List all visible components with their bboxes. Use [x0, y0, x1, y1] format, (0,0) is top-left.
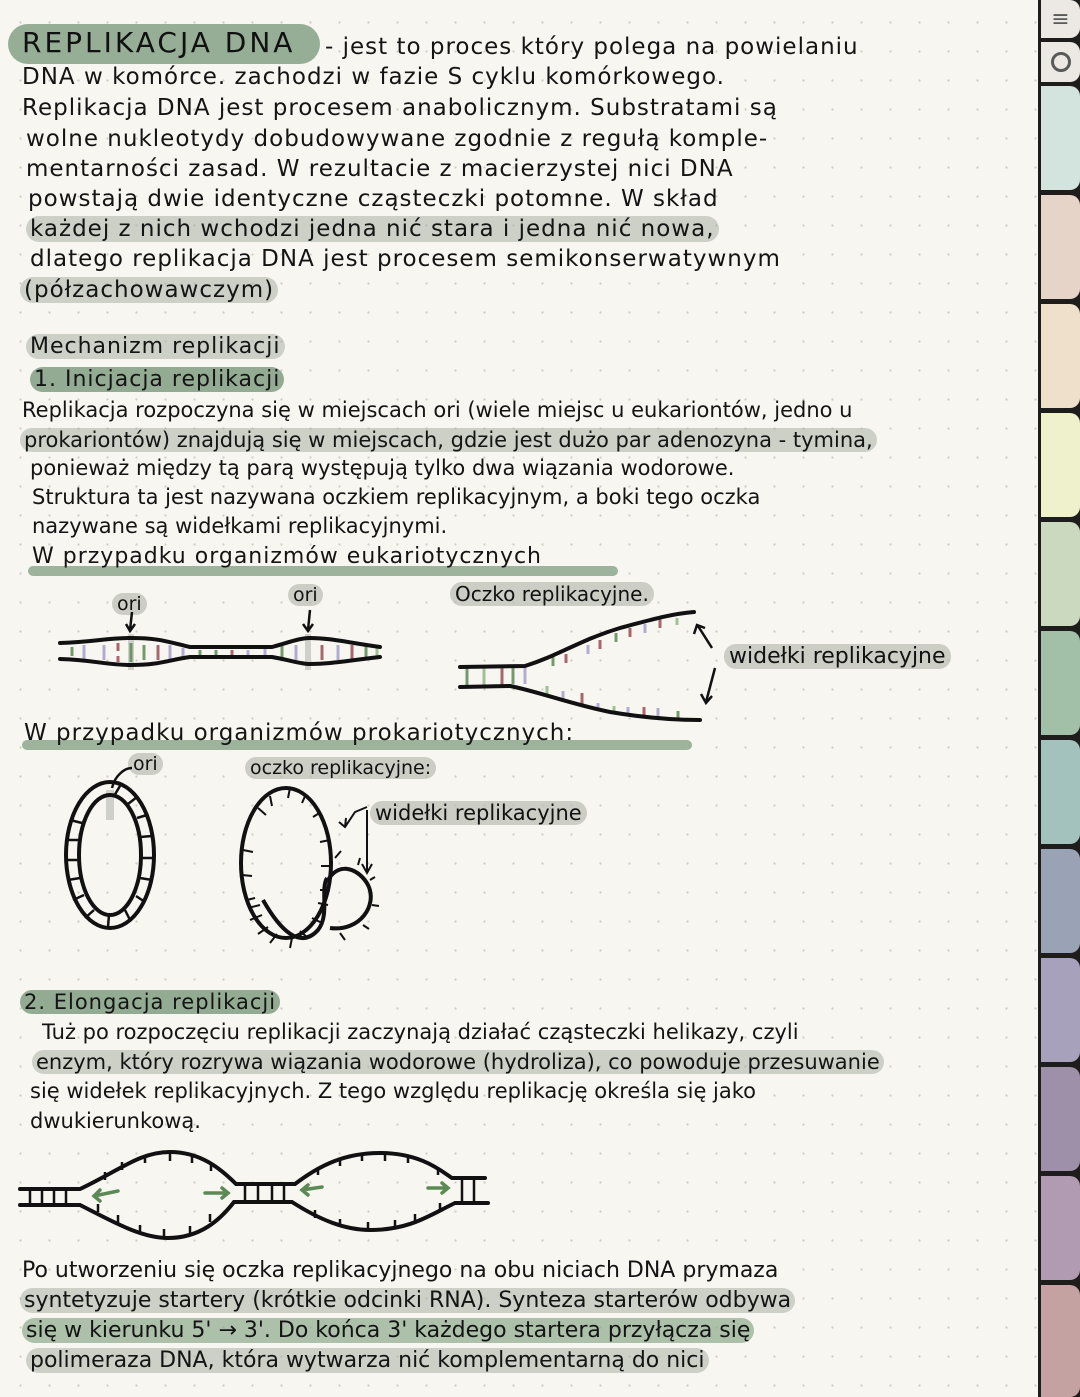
fork-label: widełki replikacyjne [724, 644, 951, 669]
intro-line: (półzachowawczym) [20, 277, 278, 303]
bubble-label: oczko replikacyjne: [245, 757, 436, 779]
tab-12[interactable] [1041, 1285, 1080, 1397]
initiation-line: Replikacja rozpoczyna się w miejscach ori (wiele miejsc u eukariontów, jedno u [22, 398, 853, 422]
ori-label: ori [288, 584, 323, 606]
intro-line: wolne nukleotydy dobudowywane zgodnie z regułą komple- [26, 126, 769, 152]
elongation-line: dwukierunkową. [30, 1109, 201, 1133]
intro-line: powstają dwie identyczne cząsteczki potomne. W skład [28, 186, 719, 212]
circle-icon [1051, 52, 1071, 72]
initiation-line: Struktura ta jest nazywana oczkiem replikacyjnym, a boki tego oczka [32, 485, 761, 509]
prokaryote-heading: W przypadku organizmów prokariotycznych: [24, 720, 575, 746]
tab-9[interactable] [1041, 958, 1080, 1062]
hamburger-menu-icon: ≡ [1051, 6, 1070, 32]
intro-line: mentarności zasad. W rezultacie z macierzystej nici DNA [26, 156, 734, 182]
ori-label: ori [112, 593, 147, 615]
elongation-line: się widełek replikacyjnych. Z tego względu replikację określa się jako [30, 1079, 757, 1103]
elongation-line: Tuż po rozpoczęciu replikacji zaczynają działać cząsteczki helikazy, czyli [42, 1020, 799, 1044]
ori-label: ori [128, 753, 163, 775]
primer-line: syntetyzuje startery (krótkie odcinki RNA). Synteza starterów odbywa [20, 1288, 795, 1313]
initiation-heading: 1. Inicjacja replikacji [30, 367, 284, 392]
intro-line: - jest to proces który polega na powielaniu [325, 34, 859, 60]
eukaryote-heading: W przypadku organizmów eukariotycznych [32, 544, 543, 569]
initiation-line: prokariontów) znajdują się w miejscach, gdzie jest dużo par adenozyna - tymina, [20, 428, 877, 452]
intro-line: każdej z nich wchodzi jedna nić stara i jedna nić nowa, [26, 216, 719, 242]
circle-button[interactable] [1041, 42, 1080, 82]
tab-6[interactable] [1041, 631, 1080, 735]
tab-1[interactable] [1041, 86, 1080, 190]
tab-5[interactable] [1041, 522, 1080, 626]
fork-label: widełki replikacyjne [370, 801, 587, 825]
tab-10[interactable] [1041, 1067, 1080, 1171]
tab-7[interactable] [1041, 740, 1080, 844]
primer-line: polimeraza DNA, która wytwarza nić komplementarną do nici [26, 1348, 709, 1373]
primer-line: się w kierunku 5' → 3'. Do końca 3' każdego startera przyłącza się [22, 1318, 754, 1343]
tab-4[interactable] [1041, 413, 1080, 517]
tab-2[interactable] [1041, 195, 1080, 299]
elongation-heading: 2. Elongacja replikacji [20, 990, 280, 1014]
intro-line: dlatego replikacja DNA jest procesem semikonserwatywnym [30, 246, 781, 272]
intro-line: DNA w komórce. zachodzi w fazie S cyklu komórkowego. [22, 64, 725, 90]
tab-11[interactable] [1041, 1176, 1080, 1280]
note-title: REPLIKACJA DNA [22, 26, 296, 59]
initiation-line: nazywane są widełkami replikacyjnymi. [32, 514, 448, 538]
bubble-label: Oczko replikacyjne. [450, 582, 654, 606]
notebook-tab-sidebar [1038, 0, 1080, 1397]
tab-3[interactable] [1041, 304, 1080, 408]
primer-line: Po utworzeniu się oczka replikacyjnego na obu niciach DNA prymaza [22, 1258, 779, 1283]
mechanism-heading: Mechanizm replikacji [26, 334, 285, 359]
initiation-line: ponieważ między tą parą występują tylko dwa wiązania wodorowe. [30, 456, 735, 480]
menu-button[interactable] [1041, 0, 1080, 38]
tab-8[interactable] [1041, 849, 1080, 953]
elongation-line: enzym, który rozrywa wiązania wodorowe (hydroliza), co powoduje przesuwanie [32, 1050, 884, 1074]
intro-line: Replikacja DNA jest procesem anabolicznym. Substratami są [22, 95, 778, 121]
